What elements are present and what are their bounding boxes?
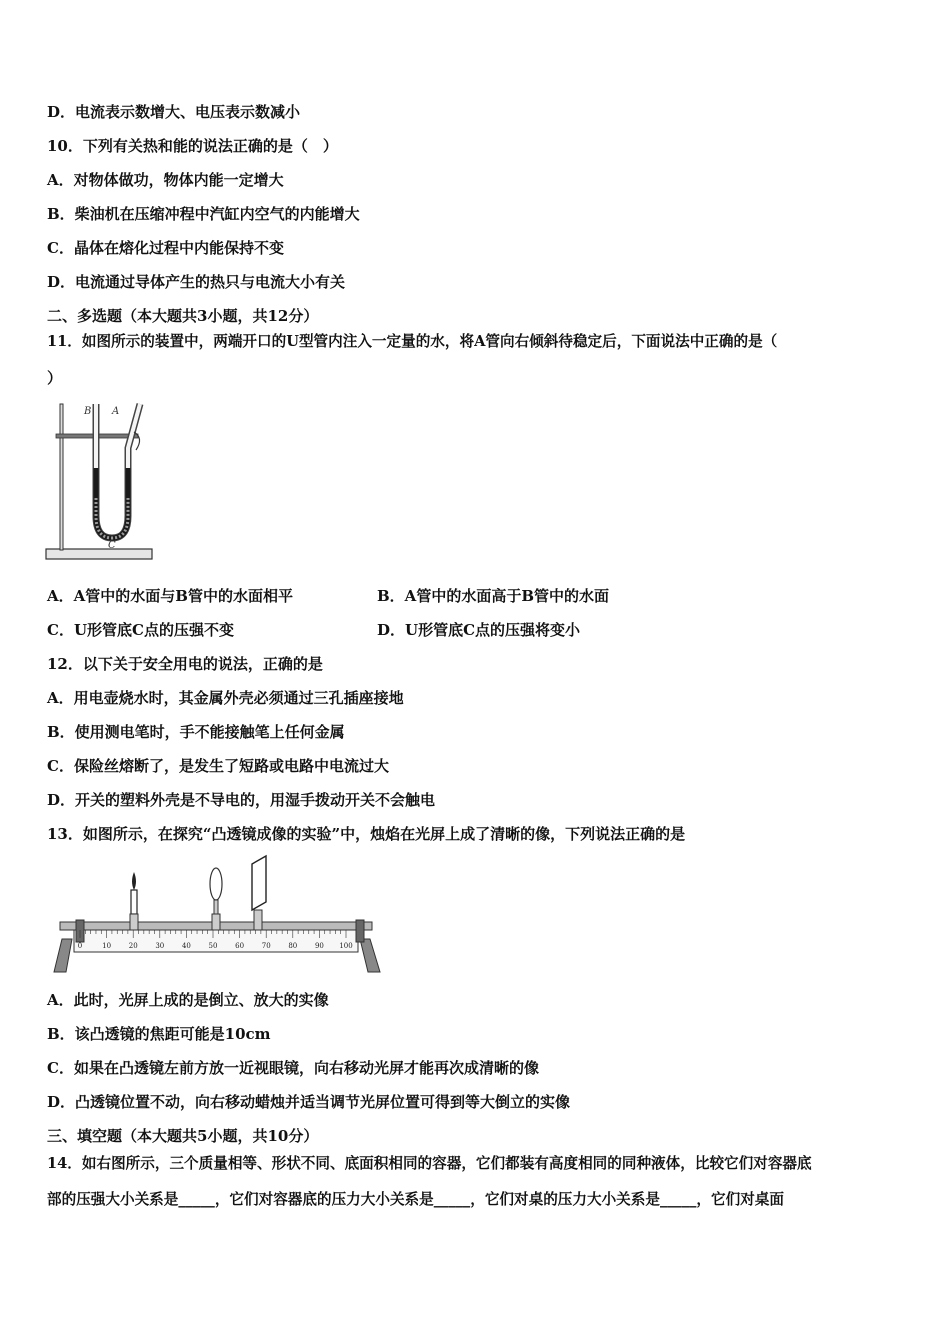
u-tube-figure xyxy=(44,398,156,564)
lens-holder xyxy=(212,914,220,930)
light-screen xyxy=(252,856,266,910)
section-3-heading: 三、填空题（本大题共5小题，共10分） xyxy=(47,1127,319,1145)
scale-label: 80 xyxy=(288,942,298,950)
question-11-end: ） xyxy=(47,369,63,387)
candle-body xyxy=(131,890,137,914)
scale-label: 0 xyxy=(77,942,83,950)
label-c: C xyxy=(108,540,116,551)
q12-option-a: A．用电壶烧水时，其金属外壳必须通过三孔插座接地 xyxy=(47,689,404,707)
question-11: 11．如图所示的装置中，两端开口的U型管内注入一定量的水，将A管向右倾斜待稳定后，下面说法中正确的是（ xyxy=(47,333,778,350)
q10-option-c: C．晶体在熔化过程中内能保持不变 xyxy=(47,239,284,257)
scale-label: 20 xyxy=(128,942,138,950)
scale-label: 60 xyxy=(235,942,245,950)
q9-option-d: D．电流表示数增大、电压表示数减小 xyxy=(47,103,301,121)
scale-label: 10 xyxy=(102,942,112,950)
question-14-line-1: 14．如右图所示，三个质量相等、形状不同、底面积相同的容器，它们都装有高度相同的同种液体，比较它们对容器底 xyxy=(47,1155,812,1172)
bench-leg-left xyxy=(54,939,72,972)
question-13: 13．如图所示，在探究“凸透镜成像的实验”中，烛焰在光屏上成了清晰的像，下列说法正确的是 xyxy=(47,825,686,843)
question-14-line-2: 部的压强大小关系是_____，它们对容器底的压力大小关系是_____，它们对桌的压力大小关系是_____，它们对桌面 xyxy=(47,1191,784,1208)
candle-holder xyxy=(130,914,138,930)
scale-label: 90 xyxy=(314,942,324,950)
scale-label: 70 xyxy=(261,942,271,950)
lens-stem xyxy=(214,900,218,914)
q11-option-a: A．A管中的水面与B管中的水面相平 xyxy=(47,587,293,605)
q11-option-d: D．U形管底C点的压强将变小 xyxy=(377,621,581,639)
stand-rod xyxy=(60,404,63,550)
q11-option-b: B．A管中的水面高于B管中的水面 xyxy=(377,587,609,605)
scale-label: 50 xyxy=(208,942,218,950)
question-10: 10．下列有关热和能的说法正确的是（ ） xyxy=(47,137,338,155)
bench-stop-right xyxy=(356,920,364,942)
q10-option-d: D．电流通过导体产生的热只与电流大小有关 xyxy=(47,273,346,291)
section-2-heading: 二、多选题（本大题共3小题，共12分） xyxy=(47,307,319,325)
question-12: 12．以下关于安全用电的说法，正确的是 xyxy=(47,655,323,673)
label-b: B xyxy=(84,406,92,417)
q10-option-a: A．对物体做功，物体内能一定增大 xyxy=(47,171,284,189)
screen-holder xyxy=(254,910,262,930)
label-a: A xyxy=(112,406,120,417)
q13-option-b: B．该凸透镜的焦距可能是10cm xyxy=(47,1025,271,1043)
candle-flame xyxy=(132,872,136,890)
scale-label: 100 xyxy=(339,942,353,950)
q13-option-c: C．如果在凸透镜左前方放一近视眼镜，向右移动光屏才能再次成清晰的像 xyxy=(47,1059,539,1077)
q13-option-d: D．凸透镜位置不动，向右移动蜡烛并适当调节光屏位置可得到等大倒立的实像 xyxy=(47,1093,571,1111)
u-tube-inner xyxy=(96,404,140,538)
convex-lens xyxy=(210,868,222,900)
q12-option-c: C．保险丝熔断了，是发生了短路或电路中电流过大 xyxy=(47,757,389,775)
q11-option-c: C．U形管底C点的压强不变 xyxy=(47,621,234,639)
optical-bench-figure xyxy=(52,854,382,974)
scale-label: 30 xyxy=(155,942,165,950)
bench-leg-right xyxy=(360,939,380,972)
q12-option-d: D．开关的塑料外壳是不导电的，用湿手拨动开关不会触电 xyxy=(47,791,436,809)
q10-option-b: B．柴油机在压缩冲程中汽缸内空气的内能增大 xyxy=(47,205,360,223)
q13-option-a: A．此时，光屏上成的是倒立、放大的实像 xyxy=(47,991,329,1009)
q12-option-b: B．使用测电笔时，手不能接触笔上任何金属 xyxy=(47,723,345,741)
scale-label: 40 xyxy=(181,942,191,950)
